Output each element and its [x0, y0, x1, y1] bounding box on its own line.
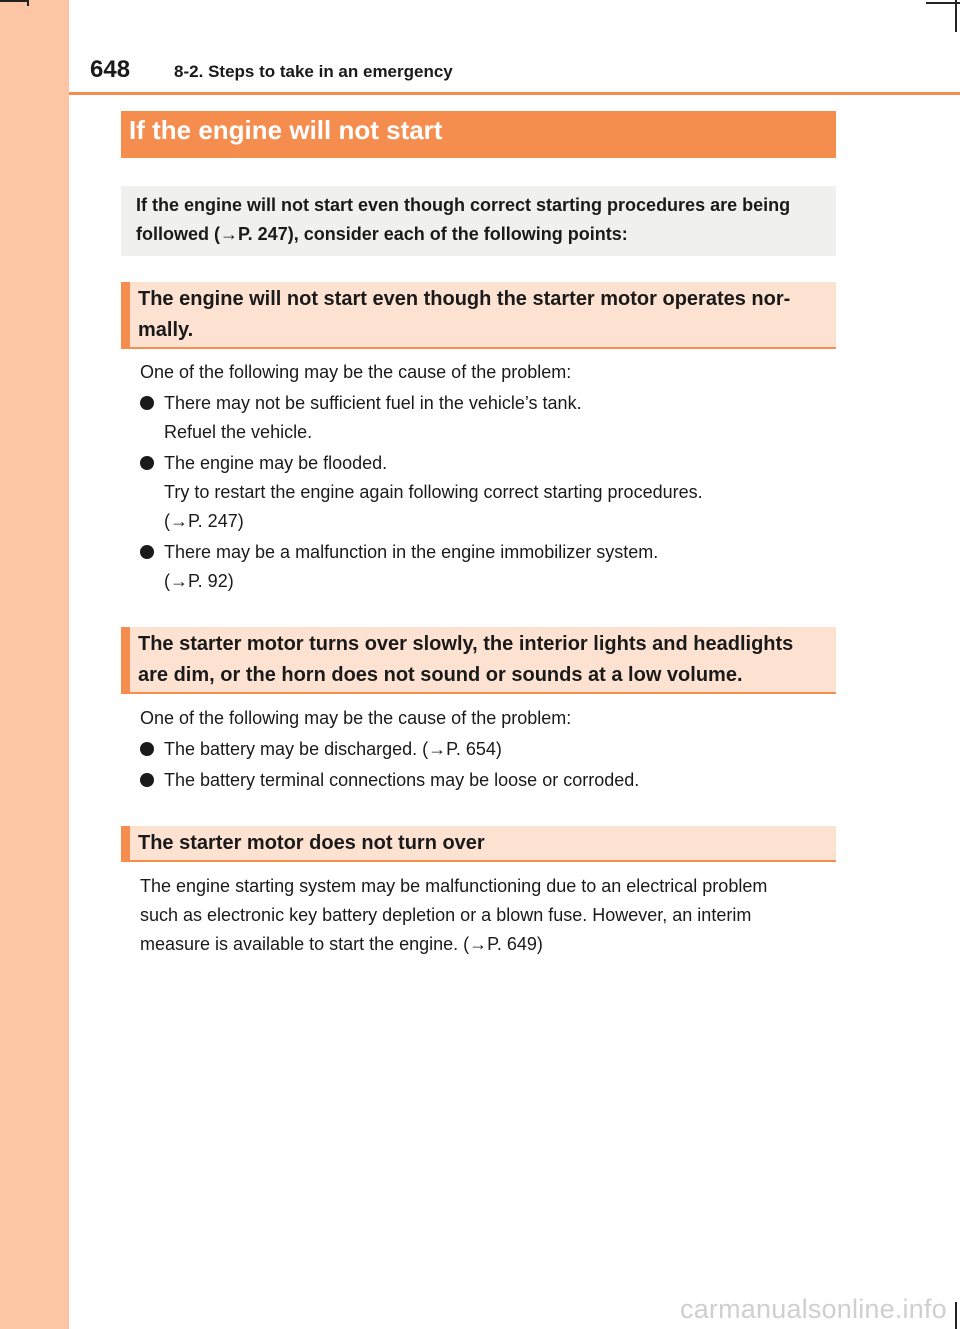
heading-line: The engine will not start even though the starter motor operates nor- [138, 288, 791, 310]
page-reference-line: measure is available to start the engine. (→P. 649) [140, 934, 543, 954]
list-item: The battery terminal connections may be loose or corroded. [140, 766, 830, 795]
side-tab-strip [0, 0, 69, 1329]
section-lead: One of the following may be the cause of the problem: [140, 708, 572, 728]
list-item: There may not be sufficient fuel in the vehicle’s tank. Refuel the vehicle. [140, 389, 830, 447]
heading-line: The starter motor turns over slowly, the interior lights and headlights [138, 633, 794, 655]
header-rule [69, 92, 960, 95]
crop-mark-top-left [0, 0, 28, 2]
intro-line: followed (→P. 247), consider each of the following points: [136, 224, 628, 244]
bullet-dot-icon [140, 545, 154, 559]
section-heading-starter-normal [121, 282, 836, 349]
crop-mark-top-left-v [27, 0, 29, 6]
section-path: 8-2. Steps to take in an emergency [174, 62, 453, 81]
list-item: There may be a malfunction in the engine immobilizer system. (→P. 92) [140, 538, 830, 596]
bullet-dot-icon [140, 396, 154, 410]
watermark: carmanualsonline.info [680, 1294, 947, 1324]
page-header [90, 56, 453, 86]
bullet-dot-icon [140, 773, 154, 787]
bullet-dot-icon [140, 742, 154, 756]
section-paragraph: The engine starting system may be malfunctioning due to an electrical problem such as electronic key battery depletion or a blown fuse. However, an interim measure is available to start the engine. (→P. 649) [140, 872, 830, 959]
heading-line: are dim, or the horn does not sound or sounds at a low volume. [138, 664, 743, 686]
heading-line: mally. [138, 319, 194, 341]
section-heading-starter-slow [121, 627, 836, 694]
page-number: 648 [90, 56, 131, 83]
crop-mark-top-right-v [955, 0, 957, 32]
page-title: If the engine will not start [121, 111, 836, 158]
bullet-dot-icon [140, 456, 154, 470]
heading-line: The starter motor does not turn over [138, 832, 485, 854]
crop-mark-bottom-right-v [955, 1302, 957, 1329]
intro-line: If the engine will not start even though correct starting procedures are being [136, 195, 791, 215]
intro-box [121, 186, 836, 256]
page-reference-link[interactable]: (→P. 92) [164, 571, 234, 591]
list-item: The battery may be discharged. (→P. 654) [140, 735, 830, 764]
list-item: The engine may be flooded. Try to restart the engine again following correct starting procedures. (→P. 247) [140, 449, 830, 536]
section-lead: One of the following may be the cause of the problem: [140, 362, 572, 382]
page-reference-link[interactable]: (→P. 247) [164, 511, 244, 531]
section-heading-starter-no-turn [121, 826, 836, 862]
